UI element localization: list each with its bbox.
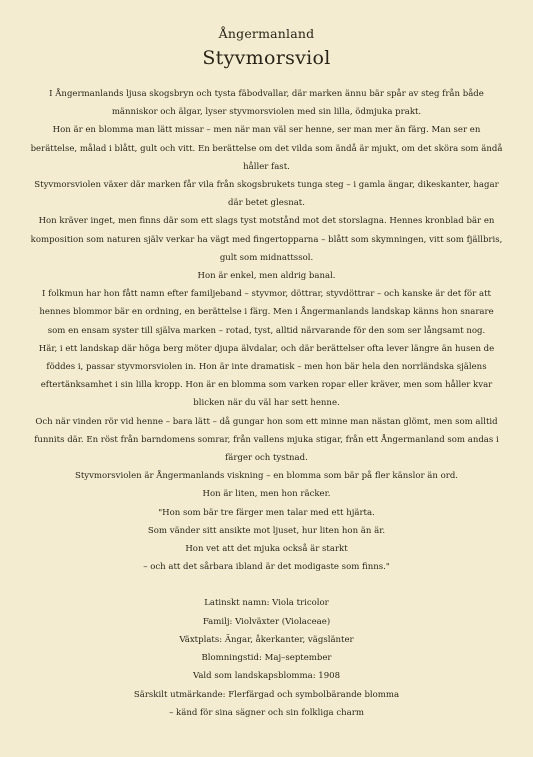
fact-habitat: Växtplats: Ängar, åkerkanter, vägslänter [179,634,354,645]
paragraph: Hon är liten, men hon räcker. [202,489,331,500]
paragraph: Hon är enkel, men aldrig banal. [197,271,336,282]
poem-line: – och att det sårbara ibland är det modigaste som finns." [143,562,390,573]
poem-line: Som vänder sitt ansikte mot ljuset, hur liten hon än är. [147,525,386,536]
body-text [30,85,503,576]
paragraph: Här, i ett landskap där höga berg möter djupa älvdalar, och där berättelser ofta lever längre än husen de föddes i, passar styvmorsviolen in. Hon är inte dramatisk – men hon bär hela den norrländska själens eftertänksamhet i sin lilla kropp. Hon är en blomma som varken ropar eller kräver, men som håller kvar blicken när du väl har sett henne. [38,343,495,409]
fact-distinctive: Särskilt utmärkande: Flerfärgad och symbolbärande blomma [133,689,400,700]
fact-chosen-year: Vald som landskapsblomma: 1908 [192,671,341,682]
facts-block [30,594,503,721]
paragraph: I Ångermanlands ljusa skogsbryn och tysta fäbodvallar, där marken ännu bär spår av steg från både människor och älgar, lyser styvmorsviolen med sin lilla, ödmjuka prakt. [49,89,484,118]
paragraph: Och när vinden rör vid henne – bara lätt – då gungar hon som ett minne man nästan glömt, men som alltid funnits där. En röst från barndomens somrar, från vallens mjuka stigar, från ett Ångermanland som andas i färger och tystnad. [34,416,499,464]
fact-flowering-time: Blomningstid: Maj–september [201,653,332,664]
paragraph: I folkmun har hon fått namn efter familjeband – styvmor, döttrar, styvdöttrar – och kanske är det för att hennes blommor bär en ordning, en berättelse i färg. Men i Ångermanlands landskap känns hon snarare som en ensam syster till själva marken – rotad, tyst, alltid närvarande för den som ser långsamt nog. [39,289,494,336]
fact-distinctive-cont: – känd för sina sägner och sin folkliga charm [169,707,364,718]
poem-line: Hon vet att det mjuka också är starkt [185,544,348,555]
fact-latin-name: Latinskt namn: Viola tricolor [204,598,329,609]
poem-block [30,504,503,577]
page-title: Styvmorsviol [202,47,331,69]
region-heading: Ångermanland [218,26,315,41]
paragraph: Styvmorsviolen är Ångermanlands viskning – en blomma som bär på fler känslor än ord. [74,471,459,482]
paragraph: Hon är en blomma man lätt missar – men när man väl ser henne, ser man mer än färg. Man ser en berättelse, målad i blått, gult och vitt. En berättelse om det vilda som ändå är mjukt, om det sköra som ändå håller fast. [30,125,503,172]
paragraph: Styvmorsviolen växer där marken får vila från skogsbrukets tunga steg – i gamla ängar, dikeskanter, hagar där betet glesnat. [34,180,499,209]
poem-line: "Hon som bär tre färger men talar med ett hjärta. [158,507,375,518]
fact-family: Familj: Violväxter (Violaceae) [202,616,331,627]
paragraph: Hon kräver inget, men finns där som ett slags tyst motstånd mot det storslagna. Hennes kronblad bär en komposition som naturen själv verkar ha vägt med fingertopparna – blått som skymningen, vitt som fjällbris, gult som midnattssol. [30,216,503,263]
